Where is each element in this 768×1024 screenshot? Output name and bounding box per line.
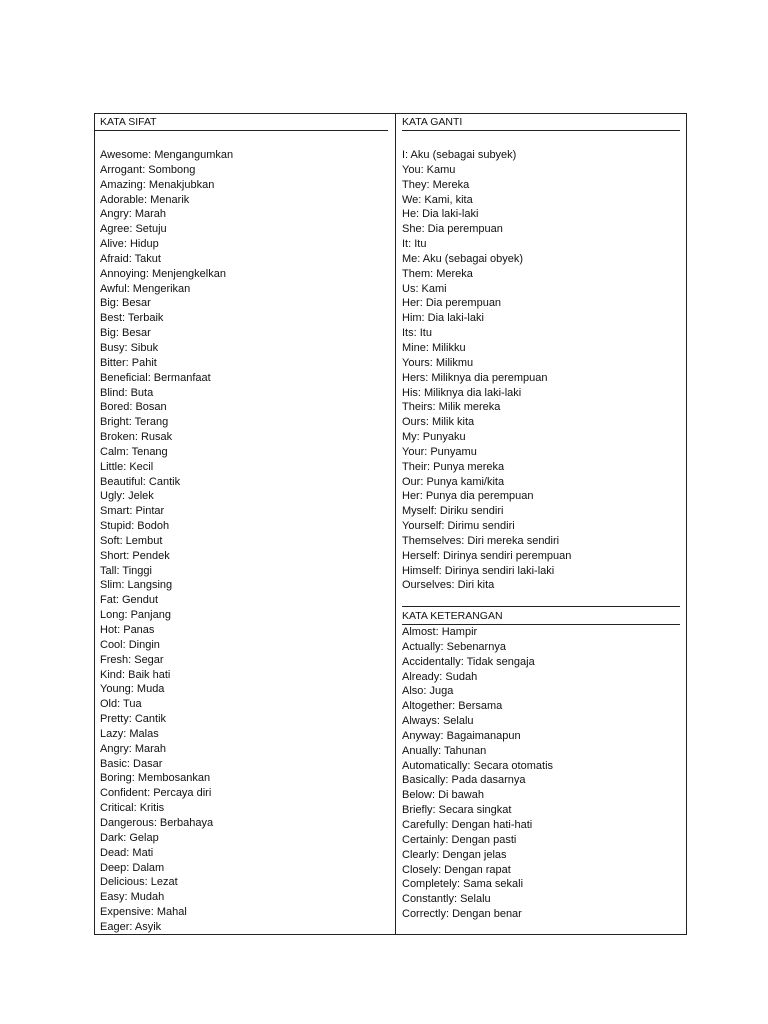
list-item: Already: Sudah: [402, 670, 478, 683]
adjectives-column: [95, 114, 396, 934]
list-item: Fat: Gendut: [100, 594, 159, 607]
list-item: Lazy: Malas: [100, 727, 159, 740]
list-item: They: Mereka: [402, 178, 470, 191]
pronouns-list: [402, 148, 571, 593]
list-item: My: Punyaku: [402, 431, 466, 444]
list-item: It: Itu: [402, 238, 427, 251]
list-item: Amazing: Menakjubkan: [100, 178, 215, 191]
list-item: Awful: Mengerikan: [100, 282, 191, 295]
list-item: Correctly: Dengan benar: [402, 908, 522, 921]
list-item: Beautiful: Cantik: [100, 475, 181, 488]
list-item: Hot: Panas: [100, 624, 155, 636]
list-item: Arrogant: Sombong: [100, 163, 196, 176]
list-item: Big: Besar: [100, 327, 151, 340]
list-item: Clearly: Dengan jelas: [402, 848, 507, 861]
adjectives-header: KATA SIFAT: [95, 114, 388, 131]
list-item: Pretty: Cantik: [100, 713, 167, 726]
list-item: Their: Punya mereka: [402, 460, 505, 473]
list-item: Us: Kami: [402, 282, 447, 295]
list-item: Angry: Marah: [100, 208, 167, 221]
list-item: Cool: Dingin: [100, 638, 160, 651]
list-item: Alive: Hidup: [100, 238, 159, 251]
list-item: Critical: Kritis: [100, 802, 165, 815]
list-item: You: Kamu: [402, 163, 456, 176]
list-item: Anyway: Bagaimanapun: [402, 729, 521, 742]
list-item: Accidentally: Tidak sengaja: [402, 655, 535, 668]
list-item: Almost: Hampir: [402, 626, 478, 638]
list-item: Ourselves: Diri kita: [402, 579, 495, 592]
list-item: I: Aku (sebagai subyek): [402, 149, 517, 161]
list-item: Broken: Rusak: [100, 431, 173, 444]
list-item: Constantly: Selalu: [402, 893, 491, 906]
pronouns-adverbs-column: [396, 114, 686, 934]
list-item: Annoying: Menjengkelkan: [100, 267, 226, 280]
list-item: His: Miliknya dia laki-laki: [402, 386, 522, 399]
list-item: Confident: Percaya diri: [100, 787, 212, 800]
list-item: Young: Muda: [100, 683, 165, 696]
list-item: Also: Juga: [402, 685, 454, 698]
list-item: Certainly: Dengan pasti: [402, 833, 517, 846]
pronouns-header: KATA GANTI: [402, 114, 680, 131]
list-item: Kind: Baik hati: [100, 668, 171, 681]
list-item: Her: Dia perempuan: [402, 297, 502, 310]
list-item: Old: Tua: [100, 698, 142, 711]
list-item: Short: Pendek: [100, 549, 170, 562]
list-item: She: Dia perempuan: [402, 223, 503, 236]
list-item: Carefully: Dengan hati-hati: [402, 818, 533, 831]
list-item: Me: Aku (sebagai obyek): [402, 252, 524, 265]
list-item: Adorable: Menarik: [100, 193, 190, 206]
list-item: Tall: Tinggi: [100, 564, 152, 577]
list-item: Herself: Dirinya sendiri perempuan: [402, 549, 572, 562]
list-item: Stupid: Bodoh: [100, 520, 170, 533]
list-item: Bright: Terang: [100, 416, 169, 429]
list-item: Themselves: Diri mereka sendiri: [402, 534, 560, 547]
list-item: Busy: Sibuk: [100, 341, 159, 354]
list-item: Dead: Mati: [100, 846, 154, 859]
list-item: He: Dia laki-laki: [402, 208, 479, 221]
list-item: Mine: Milikku: [402, 341, 466, 354]
adverbs-section: [402, 606, 680, 922]
list-item: Briefly: Secara singkat: [402, 804, 512, 817]
list-item: Closely: Dengan rapat: [402, 863, 511, 876]
list-item: Boring: Membosankan: [100, 772, 211, 785]
list-item: Yourself: Dirimu sendiri: [402, 520, 515, 533]
list-item: Himself: Dirinya sendiri laki-laki: [402, 564, 555, 577]
list-item: Soft: Lembut: [100, 534, 163, 547]
list-item: Agree: Setuju: [100, 223, 167, 236]
list-item: Basically: Pada dasarnya: [402, 774, 526, 787]
list-item: Her: Punya dia perempuan: [402, 490, 534, 503]
list-item: Delicious: Lezat: [100, 876, 178, 889]
list-item: Awesome: Mengangumkan: [100, 149, 234, 161]
list-item: Big: Besar: [100, 297, 151, 310]
list-item: Dark: Gelap: [100, 831, 159, 844]
list-item: Expensive: Mahal: [100, 906, 187, 919]
list-item: Calm: Tenang: [100, 445, 168, 458]
list-item: Them: Mereka: [402, 267, 473, 280]
list-item: Ugly: Jelek: [100, 490, 154, 503]
list-item: Theirs: Milik mereka: [402, 401, 501, 414]
list-item: Eager: Asyik: [100, 920, 162, 933]
list-item: Actually: Sebenarnya: [402, 640, 506, 653]
list-item: Automatically: Secara otomatis: [402, 759, 554, 772]
list-item: Slim: Langsing: [100, 579, 173, 592]
list-item: Deep: Dalam: [100, 861, 165, 874]
list-item: Blind: Buta: [100, 386, 154, 399]
list-item: Dangerous: Berbahaya: [100, 816, 214, 829]
list-item: Little: Kecil: [100, 460, 154, 473]
list-item: Angry: Marah: [100, 742, 167, 755]
adverbs-header: KATA KETERANGAN: [402, 607, 680, 625]
list-item: Below: Di bawah: [402, 789, 484, 802]
list-item: Afraid: Takut: [100, 252, 161, 265]
list-item: Always: Selalu: [402, 715, 474, 728]
list-item: Ours: Milik kita: [402, 416, 475, 429]
adjectives-list: [100, 148, 233, 935]
list-item: Yours: Milikmu: [402, 356, 474, 369]
list-item: Our: Punya kami/kita: [402, 475, 505, 488]
list-item: Altogether: Bersama: [402, 700, 503, 713]
list-item: Fresh: Segar: [100, 653, 164, 666]
vocabulary-table: [94, 113, 687, 935]
list-item: Its: Itu: [402, 327, 432, 340]
list-item: Best: Terbaik: [100, 312, 164, 325]
list-item: Smart: Pintar: [100, 505, 165, 518]
list-item: Myself: Diriku sendiri: [402, 505, 504, 518]
list-item: Beneficial: Bermanfaat: [100, 371, 211, 384]
list-item: Bitter: Pahit: [100, 356, 157, 369]
list-item: Anually: Tahunan: [402, 744, 487, 757]
list-item: Easy: Mudah: [100, 891, 165, 904]
list-item: Hers: Miliknya dia perempuan: [402, 371, 548, 384]
list-item: Completely: Sama sekali: [402, 878, 524, 891]
list-item: We: Kami, kita: [402, 193, 473, 206]
list-item: Bored: Bosan: [100, 401, 167, 414]
list-item: Your: Punyamu: [402, 445, 477, 458]
list-item: Him: Dia laki-laki: [402, 312, 484, 325]
list-item: Long: Panjang: [100, 609, 171, 622]
adverbs-list: [402, 625, 680, 922]
list-item: Basic: Dasar: [100, 757, 163, 770]
